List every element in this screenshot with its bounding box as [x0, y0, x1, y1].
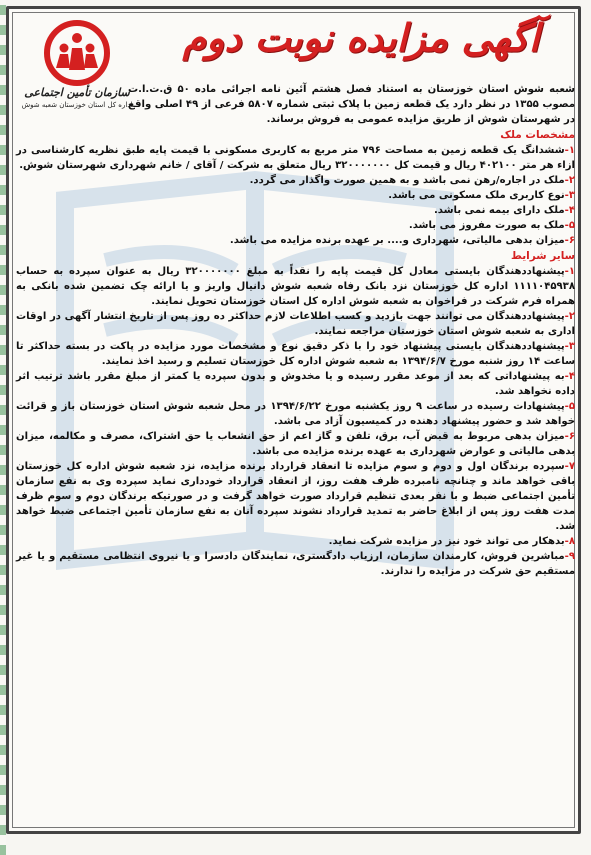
conditions-list [16, 264, 575, 579]
item-number: ۷- [564, 461, 575, 472]
property-heading: مشخصات ملک [500, 129, 575, 141]
condition-item [16, 549, 575, 579]
item-text: میزان بدهی مربوط به قبض آب، برق، تلفن و گاز اعم از حق انشعاب یا حق اشتراک، مصرف و مکالمه، میزان بدهی مالیاتی و عوارض شهرداری به عهده برنده مزایده می باشد. [16, 431, 575, 457]
property-list [16, 143, 575, 248]
item-number: ۶- [564, 431, 575, 442]
social-security-emblem-icon [42, 18, 112, 88]
item-number: ۲- [564, 311, 575, 322]
intro-paragraph: شعبه شوش استان خوزستان به استناد فصل هشتم آئین نامه اجرائی ماده ۵۰ ق.ت.ا.ت مصوب ۱۳۵۵ در نظر دارد یک قطعه زمین با پلاک ثبتی شماره ۵۸۰۷ فرعی از ۴۹ اصلی واقع در شهرستان شوش از طریق مزایده عمومی به فروش برساند. [128, 84, 576, 125]
item-number: ۹- [564, 551, 575, 562]
item-text: ششدانگ یک قطعه زمین به مساحت ۷۹۶ متر مربع به کاربری مسکونی با قیمت پایه طبق نظریه کارشناسی در ازاء هر متر ۴۰۲۱۰۰ ریال و قیمت کل ۳۲۰۰۰۰۰۰۰ ریال متعلق به شرکت / آقای / خانم شهرداری شهرستان شوش. [16, 145, 575, 171]
property-item [16, 143, 575, 173]
item-text: ملک به صورت مفروز می باشد. [408, 220, 565, 231]
condition-item [16, 309, 575, 339]
item-text: به پیشنهاداتی که بعد از موعد مقرر رسیده و یا مخدوش و بدون سپرده یا کمتر از مبلغ مقرر باشد ترتیب اثر داده نخواهد شد. [16, 371, 575, 397]
item-number: ۶- [564, 235, 575, 246]
item-number: ۲- [564, 175, 575, 186]
organization-branch: اداره کل استان خوزستان شعبه شوش [21, 101, 133, 109]
item-number: ۱- [564, 145, 576, 156]
item-number: ۴- [564, 371, 575, 382]
advertisement-body [16, 82, 575, 835]
condition-item [16, 399, 575, 429]
item-text: ملک دارای بیمه نمی باشد. [433, 205, 565, 216]
condition-item [16, 534, 575, 549]
item-number: ۵- [564, 220, 575, 231]
item-text: سپرده برندگان اول و دوم و سوم مزایده تا انعقاد قرارداد برنده مزایده، نزد شعبه شوش اداره کل خوزستان باقی خواهد ماند و چنانچه نامبرده ظرف هفت روز، از انعقاد قرارداد خودداری نماید سپرده وی به نفع سازمان تأمین اجتماعی ضبط و با نفر بعدی تنظیم قرارداد صورت خواهد گرفت و در صورتیکه برندگان دوم و سوم ظرف مدت هفت روز پس از ابلاغ حاضر به تمدید قرارداد نشوند سپرده آنان به نفع سازمان تأمین اجتماعی ضبط خواهد شد. [16, 461, 575, 532]
item-text: ملک در اجاره/رهن نمی باشد و به همین صورت واگذار می گردد. [249, 175, 565, 186]
item-text: پیشنهاددهندگان می توانند جهت بازدید و کسب اطلاعات لازم حداکثر ده روز پس از تاریخ انتشار آگهی در اوقات اداری به شعبه شوش استان خوزستان مراجعه نمایند. [16, 311, 575, 337]
property-item [16, 173, 575, 188]
page-title: آگهی مزایده نوبت دوم [182, 16, 540, 60]
condition-item [16, 339, 575, 369]
item-text: پیشنهاددهندگان بایستی پیشنهاد خود را با ذکر دقیق نوع و مشخصات مورد مزایده در پاکت در بسته حداکثر تا ساعت ۱۴ روز شنبه مورخ ۱۳۹۴/۶/۷ به شعبه شوش اداره کل خوزستان تسلیم و رسید اخذ نمایند. [16, 341, 575, 367]
item-text: میزان بدهی مالیاتی، شهرداری و.... بر عهده برنده مزایده می باشد. [229, 235, 565, 246]
item-number: ۵- [564, 401, 576, 412]
condition-item [16, 459, 575, 534]
condition-item [16, 369, 575, 399]
item-number: ۴- [564, 205, 575, 216]
item-number: ۳- [564, 190, 575, 201]
organization-name: سازمان تأمین اجتماعی [24, 86, 130, 99]
item-text: پیشنهاددهندگان بایستی معادل کل قیمت پایه را نقداً به مبلغ ۳۲۰۰۰۰۰۰۰ ریال به عنوان سپرده به حساب ۱۱۱۱۰۴۵۹۳۸ اداره کل خوزستان نزد بانک رفاه شعبه شوش دانیال واریز و یا ارائه چک تضمین شده بانکی به همراه فرم شرکت در فراخوان به شعبه شوش اداره کل استان خوزستان تحویل نمایند. [16, 266, 575, 307]
item-number: ۱- [564, 266, 575, 277]
property-item [16, 233, 575, 248]
item-text: بدهکار می تواند خود نیز در مزایده شرکت نماید. [328, 536, 565, 547]
item-text: پیشنهادات رسیده در ساعت ۹ روز یکشنبه مورخ ۱۳۹۴/۶/۲۲ در محل شعبه شوش استان خوزستان باز و قرائت خواهد شد و حضور پیشنهاد دهنده در کمیسیون آزاد می باشد. [16, 401, 575, 427]
property-item [16, 188, 575, 203]
condition-item [16, 429, 575, 459]
property-item [16, 203, 575, 218]
condition-item [16, 264, 575, 309]
item-text: مباشرین فروش، کارمندان سازمان، ارزیاب دادگستری، نمایندگان دادسرا و یا نیروی انتظامی مستقیم و یا غیر مستقیم حق شرکت در مزایده را ندارند. [16, 551, 575, 577]
conditions-heading: سایر شرایط [510, 250, 575, 262]
item-number: ۳- [564, 341, 575, 352]
item-text: نوع کاربری ملک مسکونی می باشد. [388, 190, 565, 201]
item-number: ۸- [564, 536, 575, 547]
property-item [16, 218, 575, 233]
